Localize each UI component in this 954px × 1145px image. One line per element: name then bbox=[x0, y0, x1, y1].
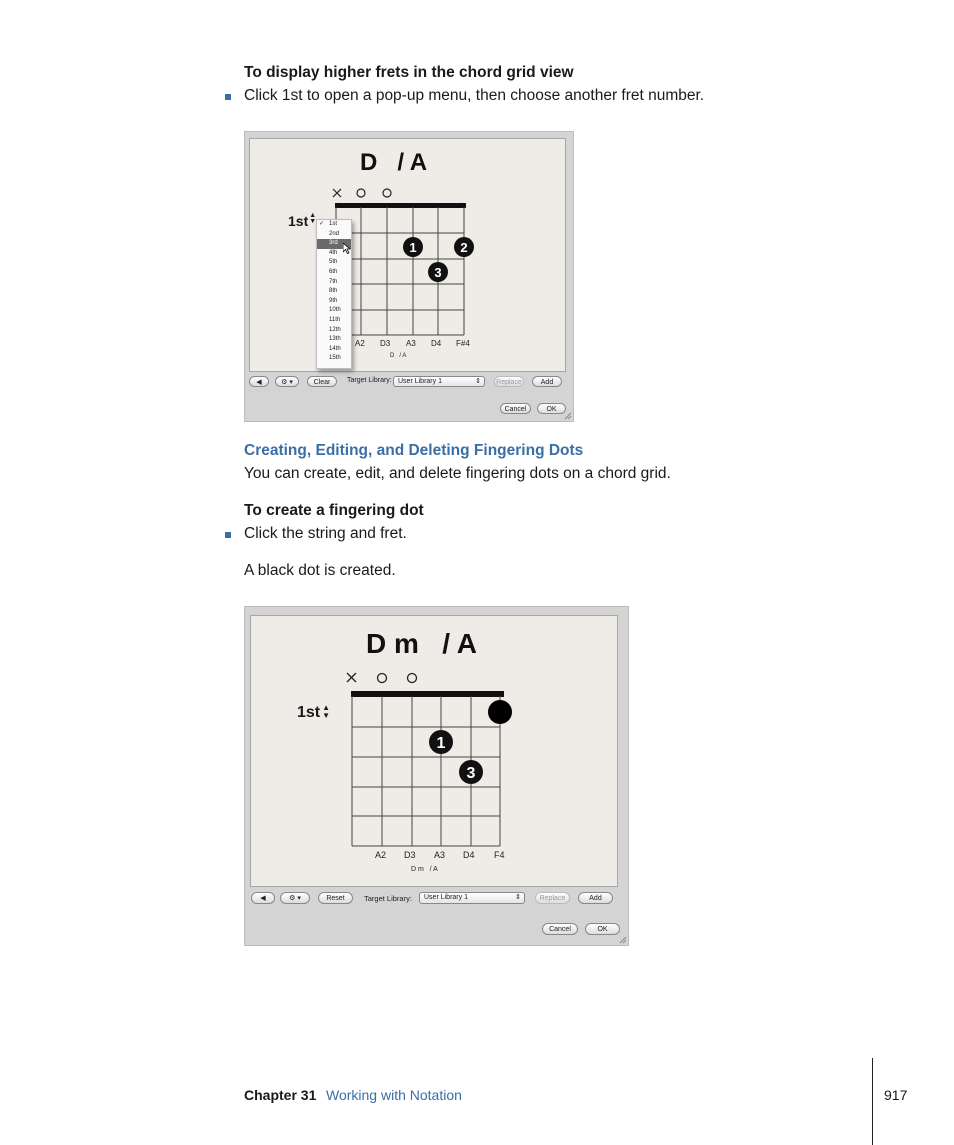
gear-icon: ⚙ ▾ bbox=[289, 895, 301, 902]
section-heading-fingering-dots: Creating, Editing, and Deleting Fingering Dots bbox=[244, 442, 584, 459]
menu-item-6th[interactable]: 6th bbox=[329, 268, 338, 275]
menu-item-10th[interactable]: 10th bbox=[329, 307, 341, 314]
action-menu-button[interactable] bbox=[280, 892, 310, 904]
menu-item-8th[interactable]: 8th bbox=[329, 288, 338, 295]
mouse-cursor-icon bbox=[343, 243, 351, 254]
speaker-icon: ◀ bbox=[260, 895, 266, 902]
chord-name-small: D m / A bbox=[411, 866, 438, 873]
bullet-marker bbox=[225, 532, 231, 538]
reset-button[interactable]: Reset bbox=[318, 892, 353, 904]
checkmark-icon: ✓ bbox=[319, 221, 325, 227]
select-arrows-icon: ⇕ bbox=[515, 894, 521, 901]
string-note: A3 bbox=[434, 850, 446, 860]
select-arrows-icon: ⇕ bbox=[475, 378, 481, 385]
finger-dot[interactable] bbox=[428, 262, 448, 282]
footer-divider bbox=[872, 1058, 873, 1145]
speaker-button[interactable] bbox=[251, 892, 275, 904]
target-library-label: Target Library: bbox=[364, 894, 412, 903]
fret-label: 1st bbox=[297, 704, 321, 721]
menu-item-7th[interactable]: 7th bbox=[329, 278, 338, 285]
fret-selector[interactable] bbox=[297, 704, 330, 722]
replace-button[interactable]: Replace bbox=[535, 892, 570, 904]
action-menu-button[interactable] bbox=[275, 376, 299, 387]
nut bbox=[335, 203, 466, 208]
finger-number: 3 bbox=[466, 765, 476, 782]
menu-item-3rd[interactable]: 3rd bbox=[317, 239, 351, 249]
menu-item-2nd[interactable]: 2nd bbox=[329, 230, 340, 237]
gear-icon: ⚙ ▾ bbox=[281, 379, 293, 386]
chord-name-small: D / A bbox=[390, 353, 407, 359]
menu-item-1st[interactable]: ✓ 1st bbox=[317, 220, 351, 230]
string-note: F4 bbox=[494, 850, 505, 860]
finger-dot[interactable] bbox=[429, 730, 453, 754]
chord-name: D m / A bbox=[366, 628, 477, 659]
string-note: A2 bbox=[355, 339, 365, 348]
target-library-select[interactable]: User Library 1 ⇕ bbox=[393, 376, 485, 387]
replace-button[interactable]: Replace bbox=[494, 376, 524, 387]
result-text: A black dot is created. bbox=[244, 562, 396, 579]
string-note: F#4 bbox=[456, 339, 470, 348]
chord-grid-window-2 bbox=[244, 606, 629, 946]
menu-item-12th[interactable]: 12th bbox=[329, 326, 341, 333]
section-intro: You can create, edit, and delete fingering dots on a chord grid. bbox=[244, 465, 671, 482]
nut bbox=[351, 691, 504, 697]
new-black-dot[interactable] bbox=[488, 700, 512, 724]
stepper-arrows-icon: ▲ ▼ bbox=[322, 703, 331, 720]
resize-grip-icon[interactable] bbox=[619, 936, 627, 944]
chapter-title-link[interactable]: Working with Notation bbox=[326, 1087, 462, 1103]
open-string-marker bbox=[357, 189, 365, 197]
bullet-marker bbox=[225, 94, 231, 100]
speaker-button[interactable] bbox=[249, 376, 269, 387]
menu-item-11th[interactable]: 11th bbox=[329, 316, 341, 323]
ok-button[interactable]: OK bbox=[585, 923, 620, 935]
string-markers bbox=[333, 189, 391, 197]
finger-number: 3 bbox=[434, 265, 442, 280]
finger-dot[interactable] bbox=[403, 237, 423, 257]
add-button[interactable]: Add bbox=[578, 892, 613, 904]
clear-button[interactable]: Clear bbox=[307, 376, 337, 387]
string-note: A2 bbox=[375, 850, 387, 860]
fret-label: 1st bbox=[288, 213, 309, 229]
speaker-icon: ◀ bbox=[256, 379, 262, 386]
fret-selector[interactable] bbox=[288, 213, 316, 229]
menu-item-15th[interactable]: 15th bbox=[329, 355, 341, 362]
finger-number: 1 bbox=[409, 240, 417, 255]
chord-grid-diagram[interactable] bbox=[250, 139, 565, 371]
instruction-text: Click the string and fret. bbox=[244, 525, 407, 542]
menu-item-14th[interactable]: 14th bbox=[329, 345, 341, 352]
string-markers bbox=[347, 673, 417, 683]
string-note: D3 bbox=[380, 339, 391, 348]
fret-popup-menu[interactable] bbox=[316, 219, 352, 369]
target-library-label: Target Library: bbox=[347, 377, 392, 384]
cancel-button[interactable]: Cancel bbox=[500, 403, 531, 414]
menu-item-4th[interactable]: 4th bbox=[329, 249, 338, 256]
finger-dot[interactable] bbox=[459, 760, 483, 784]
open-string-marker bbox=[378, 674, 387, 683]
chapter-label: Chapter 31 bbox=[244, 1087, 317, 1103]
ok-button[interactable]: OK bbox=[537, 403, 566, 414]
stepper-arrows-icon: ▲ ▼ bbox=[309, 212, 317, 225]
string-note: D3 bbox=[404, 850, 416, 860]
finger-dot[interactable] bbox=[454, 237, 474, 257]
instruction-text: Click 1st to open a pop-up menu, then choose another fret number. bbox=[244, 87, 705, 104]
chord-grid-diagram[interactable] bbox=[251, 616, 617, 886]
menu-item-13th[interactable]: 13th bbox=[329, 336, 341, 343]
menu-item-9th[interactable]: 9th bbox=[329, 297, 338, 304]
resize-grip-icon[interactable] bbox=[564, 412, 572, 420]
page-number: 917 bbox=[884, 1087, 908, 1103]
chord-grid-window-1 bbox=[244, 131, 574, 422]
string-note: D4 bbox=[431, 339, 442, 348]
menu-item-5th[interactable]: 5th bbox=[329, 259, 338, 266]
procedure-heading-higher-frets: To display higher frets in the chord grid view bbox=[244, 64, 574, 81]
chord-grid-panel bbox=[249, 138, 566, 372]
chord-grid-panel bbox=[250, 615, 618, 887]
open-string-marker bbox=[408, 674, 417, 683]
string-note: D4 bbox=[463, 850, 475, 860]
finger-number: 2 bbox=[460, 240, 468, 255]
finger-number: 1 bbox=[436, 735, 446, 752]
add-button[interactable]: Add bbox=[532, 376, 562, 387]
target-library-select[interactable]: User Library 1 ⇕ bbox=[419, 892, 525, 904]
string-note: A3 bbox=[406, 339, 416, 348]
cancel-button[interactable]: Cancel bbox=[542, 923, 578, 935]
open-string-marker bbox=[383, 189, 391, 197]
procedure-heading-create-dot: To create a fingering dot bbox=[244, 502, 424, 519]
chord-name: D / A bbox=[360, 149, 428, 176]
